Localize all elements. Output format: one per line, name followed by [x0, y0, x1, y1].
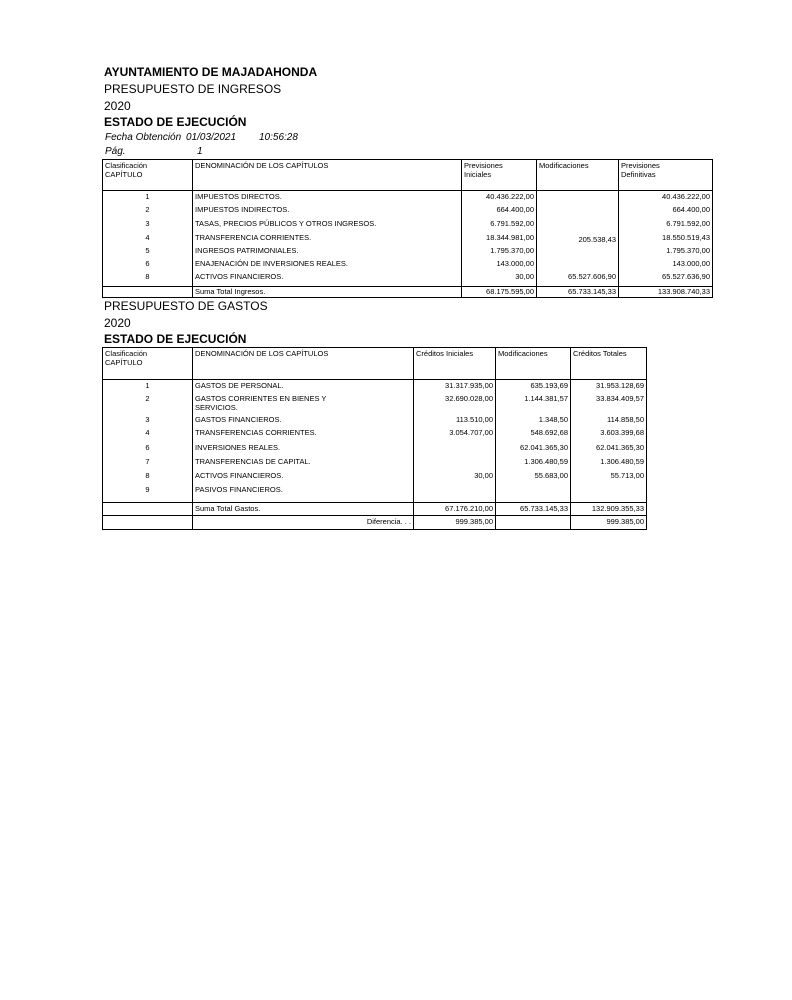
ing-h-denom: DENOMINACIÓN DE LOS CAPÍTULOS: [195, 161, 329, 170]
ing-h-def2: Definitivas: [621, 170, 656, 179]
ing-row-def: 65.527.636,90: [662, 272, 710, 281]
ing-row-denom: INGRESOS PATRIMONIALES.: [195, 246, 299, 255]
gastos-title: PRESUPUESTO DE GASTOS: [104, 299, 268, 313]
gastos-total-row: [103, 503, 647, 516]
gas-row-denom: INVERSIONES REALES.: [195, 443, 281, 452]
ing-row-prev: 143.000,00: [496, 259, 534, 268]
gas-row-modif: 1.306.480,59: [524, 457, 568, 466]
ing-row-def: 6.791.592,00: [666, 219, 710, 228]
gas-row-cap: 1: [145, 381, 150, 390]
fecha-label: Fecha Obtención: [105, 132, 182, 143]
ing-h-prev2: Iniciales: [464, 170, 492, 179]
gas-row-cred: 32.690.028,00: [445, 394, 493, 403]
ing-row-denom: TRANSFERENCIA CORRIENTES.: [195, 233, 312, 242]
gas-row-cap: 4: [145, 428, 150, 437]
gas-total-tot: 132.909.355,33: [591, 504, 644, 513]
fecha-value: 01/03/2021: [186, 132, 237, 143]
ing-h-modif: Modificaciones: [539, 161, 589, 170]
gastos-state: ESTADO DE EJECUCIÓN: [104, 332, 247, 346]
gas-row-denom: ACTIVOS FINANCIEROS.: [195, 471, 284, 480]
gas-h-cred: Créditos Iniciales: [416, 349, 474, 358]
gastos-header-row: [103, 348, 647, 380]
ing-row-cap: 3: [145, 219, 150, 228]
ing-row-prev: 664.400,00: [496, 205, 534, 214]
ing-row-denom: TASAS, PRECIOS PÚBLICOS Y OTROS INGRESOS.: [195, 219, 377, 228]
ing-row-cap: 5: [145, 246, 150, 255]
gas-h-denom: DENOMINACIÓN DE LOS CAPÍTULOS: [195, 349, 329, 358]
ing-row-denom: ACTIVOS FINANCIEROS.: [195, 272, 284, 281]
gas-row-denom: GASTOS CORRIENTES EN BIENES Y: [195, 394, 327, 403]
ing-row-def: 143.000,00: [672, 259, 710, 268]
gas-diff-label: Diferencia. . .: [366, 517, 411, 526]
ing-row-prev: 18.344.981,00: [486, 233, 534, 242]
ing-row-prev: 1.795.370,00: [490, 246, 534, 255]
ing-h-def1: Previsiones: [621, 161, 660, 170]
gas-row-tot: 1.306.480,59: [600, 457, 644, 466]
ing-row-denom: ENAJENACIÓN DE INVERSIONES REALES.: [195, 259, 348, 268]
ing-total-def: 133.908.740,33: [657, 287, 710, 296]
ing-row-modif: 65.527.606,90: [568, 272, 616, 281]
gas-row-cap: 6: [145, 443, 150, 452]
gastos-table: [102, 347, 647, 530]
gas-row-modif: 635.193,69: [530, 381, 568, 390]
ing-row-prev: 6.791.592,00: [490, 219, 534, 228]
gas-row-denom-cont: SERVICIOS.: [195, 403, 238, 412]
ing-row-def: 18.550.519,43: [662, 233, 710, 242]
ingresos-table-viewport: [102, 159, 710, 299]
ing-total-prev: 68.175.595,00: [486, 287, 534, 296]
gas-row-denom: TRANSFERENCIAS CORRIENTES.: [195, 428, 317, 437]
gastos-diff-row: [103, 516, 647, 530]
ingresos-table: [102, 159, 713, 298]
ing-row-prev: 30,00: [515, 272, 534, 281]
ing-row-cap: 8: [145, 272, 150, 281]
report-state: ESTADO DE EJECUCIÓN: [104, 115, 247, 129]
gas-row-tot: 114.858,50: [607, 415, 644, 424]
report-year: 2020: [104, 99, 131, 113]
ing-h-prev1: Previsiones: [464, 161, 503, 170]
gas-total-cred: 67.176.210,00: [445, 504, 493, 513]
ing-row-def: 664.400,00: [672, 205, 710, 214]
ing-row-cap: 1: [145, 192, 150, 201]
gas-row-tot: 3.603.399,68: [600, 428, 644, 437]
gas-row-denom: TRANSFERENCIAS DE CAPITAL.: [195, 457, 311, 466]
hora-value: 10:56:28: [259, 132, 298, 143]
gas-total-modif: 65.733.145,33: [520, 504, 568, 513]
report-title: PRESUPUESTO DE INGRESOS: [104, 82, 282, 96]
gas-row-tot: 33.834.409,57: [596, 394, 644, 403]
gas-row-modif: 55.683,00: [534, 471, 568, 480]
gas-row-cap: 8: [145, 471, 150, 480]
ing-h-cap: CAPÍTULO: [105, 170, 143, 179]
gas-h-modif: Modificaciones: [498, 349, 548, 358]
gas-row-cred: 113.510,00: [456, 415, 493, 424]
gas-row-denom: GASTOS FINANCIEROS.: [195, 415, 282, 424]
pag-value: 1: [197, 146, 203, 157]
ing-row-cap: 4: [145, 233, 150, 242]
gas-row-cap: 7: [145, 457, 150, 466]
ing-row-def: 40.436.222,00: [662, 192, 710, 201]
gas-row-cred: 30,00: [474, 471, 493, 480]
gas-row-cap: 2: [145, 394, 150, 403]
gas-row-modif: 62.041.365,30: [520, 443, 568, 452]
gas-h-tot: Créditos Totales: [573, 349, 627, 358]
ingresos-header-row: [103, 160, 713, 191]
ing-row-cap: 6: [145, 259, 150, 268]
gas-row-modif: 1.144.381,57: [524, 394, 568, 403]
gas-row-denom: PASIVOS FINANCIEROS.: [195, 485, 283, 494]
ing-row-def: 1.795.370,00: [666, 246, 710, 255]
ing-row-denom: IMPUESTOS DIRECTOS.: [195, 192, 282, 201]
pag-label: Pág.: [105, 146, 126, 157]
gas-h-clasif: Clasificación: [105, 349, 148, 358]
ingresos-total-row: [103, 287, 713, 298]
org-name: AYUNTAMIENTO DE MAJADAHONDA: [104, 65, 318, 79]
ing-total-label: Suma Total Ingresos.: [195, 287, 266, 296]
gas-row-cred: 31.317.935,00: [445, 381, 493, 390]
gas-row-tot: 31.953.128,69: [596, 381, 644, 390]
gas-row-modif: 548.692,68: [530, 428, 568, 437]
gastos-year: 2020: [104, 316, 131, 330]
gas-row-cap: 9: [145, 485, 150, 494]
gas-h-cap: CAPÍTULO: [105, 358, 143, 367]
gas-diff-cred: 999.385,00: [455, 517, 493, 526]
ingresos-body-row: [103, 191, 713, 287]
gas-row-tot: 62.041.365,30: [596, 443, 644, 452]
gas-row-tot: 55.713,00: [610, 471, 644, 480]
gas-diff-tot: 999.385,00: [606, 517, 644, 526]
ing-row-denom: IMPUESTOS INDIRECTOS.: [195, 205, 290, 214]
gas-row-cap: 3: [145, 415, 150, 424]
ing-total-modif: 65.733.145,33: [568, 287, 616, 296]
ing-row-cap: 2: [145, 205, 150, 214]
gastos-body-row: [103, 380, 647, 503]
gas-row-modif: 1.348,50: [538, 415, 568, 424]
gas-total-label: Suma Total Gastos.: [195, 504, 261, 513]
ing-h-clasif: Clasificación: [105, 161, 148, 170]
ing-row-modif: 205.538,43: [578, 235, 616, 244]
ing-row-prev: 40.436.222,00: [486, 192, 534, 201]
gas-row-cred: 3.054.707,00: [449, 428, 493, 437]
gas-row-denom: GASTOS DE PERSONAL.: [195, 381, 284, 390]
